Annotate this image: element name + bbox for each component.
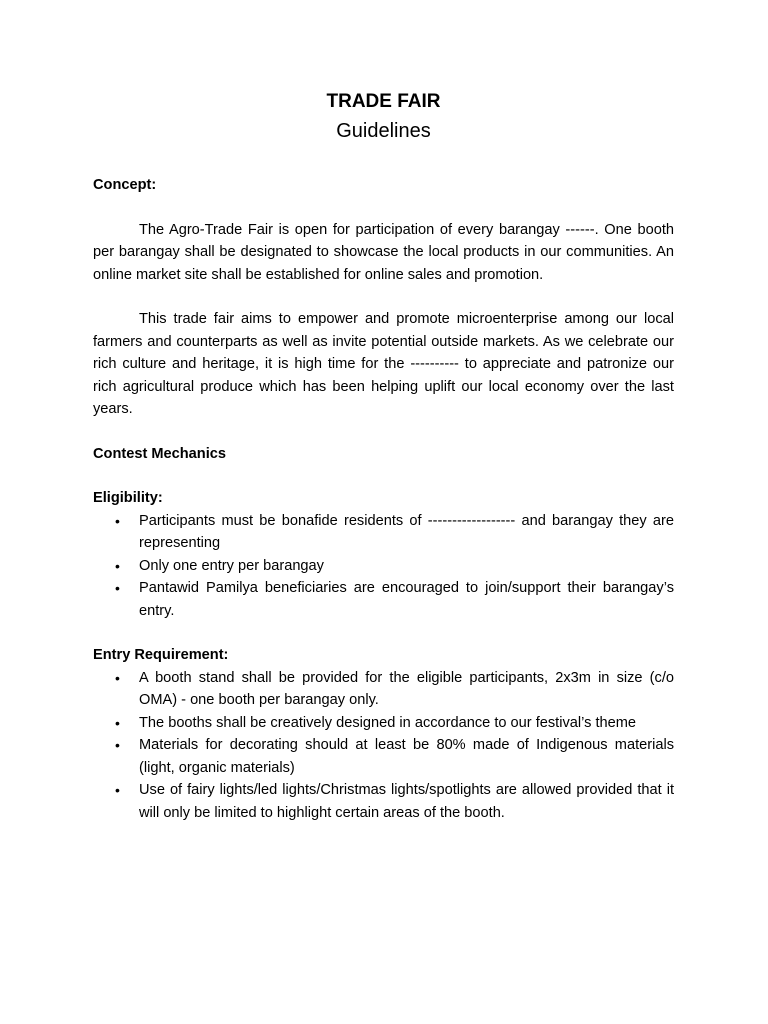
concept-heading: Concept: bbox=[93, 177, 157, 193]
list-item-text: A booth stand shall be provided for the eligible participants, 2x3m in size (c/o OMA) - one booth per barangay only. bbox=[139, 669, 674, 708]
list-item bbox=[93, 779, 674, 824]
list-item-text: Use of fairy lights/led lights/Christmas lights/spotlights are allowed provided that it will only be limited to highlight certain areas of the booth. bbox=[139, 782, 674, 821]
bullet-icon: • bbox=[115, 512, 120, 529]
eligibility-list bbox=[93, 510, 674, 623]
list-item-text: Only one entry per barangay bbox=[139, 557, 324, 574]
list-item-text: Pantawid Pamilya beneficiaries are encouraged to join/support their barangay’s entry. bbox=[139, 580, 674, 619]
bullet-icon: • bbox=[115, 737, 120, 753]
list-item-text: Materials for decorating should at least be 80% made of Indigenous materials (light, organic materials) bbox=[139, 737, 674, 776]
list-item bbox=[93, 734, 674, 779]
bullet-icon: • bbox=[115, 557, 120, 574]
entry-requirement-list bbox=[93, 667, 674, 825]
concept-paragraph: The Agro-Trade Fair is open for participation of every barangay ------. One booth per barangay shall be designated to showcase the local products in our communities. An online market site shall be established for online sales and promotion. bbox=[93, 221, 674, 283]
list-item bbox=[93, 510, 674, 555]
document-title: TRADE FAIR bbox=[326, 91, 441, 112]
list-item-text: The booths shall be creatively designed in accordance to our festival’s theme bbox=[139, 714, 637, 731]
entry-requirement-heading: Entry Requirement: bbox=[93, 647, 229, 663]
list-item bbox=[93, 555, 674, 578]
eligibility-heading: Eligibility: bbox=[93, 490, 163, 506]
document-page bbox=[93, 88, 674, 846]
bullet-icon: • bbox=[115, 669, 120, 686]
bullet-icon: • bbox=[115, 580, 120, 596]
bullet-icon: • bbox=[115, 782, 120, 798]
list-item bbox=[93, 667, 674, 712]
bullet-icon: • bbox=[115, 714, 120, 731]
list-item bbox=[93, 577, 674, 622]
list-item-text: Participants must be bonafide residents of ------------------ and barangay they are representing bbox=[139, 512, 674, 551]
contest-mechanics-heading: Contest Mechanics bbox=[93, 445, 226, 462]
concept-paragraph: This trade fair aims to empower and promote microenterprise among our local farmers and counterparts as well as invite potential outside markets. As we celebrate our rich culture and heritage, it is high time for the ---------- to appreciate and patronize our rich agricultural produce which has been helping uplift our local economy over the last years. bbox=[93, 311, 674, 417]
list-item bbox=[93, 712, 674, 735]
document-subtitle: Guidelines bbox=[336, 120, 431, 142]
